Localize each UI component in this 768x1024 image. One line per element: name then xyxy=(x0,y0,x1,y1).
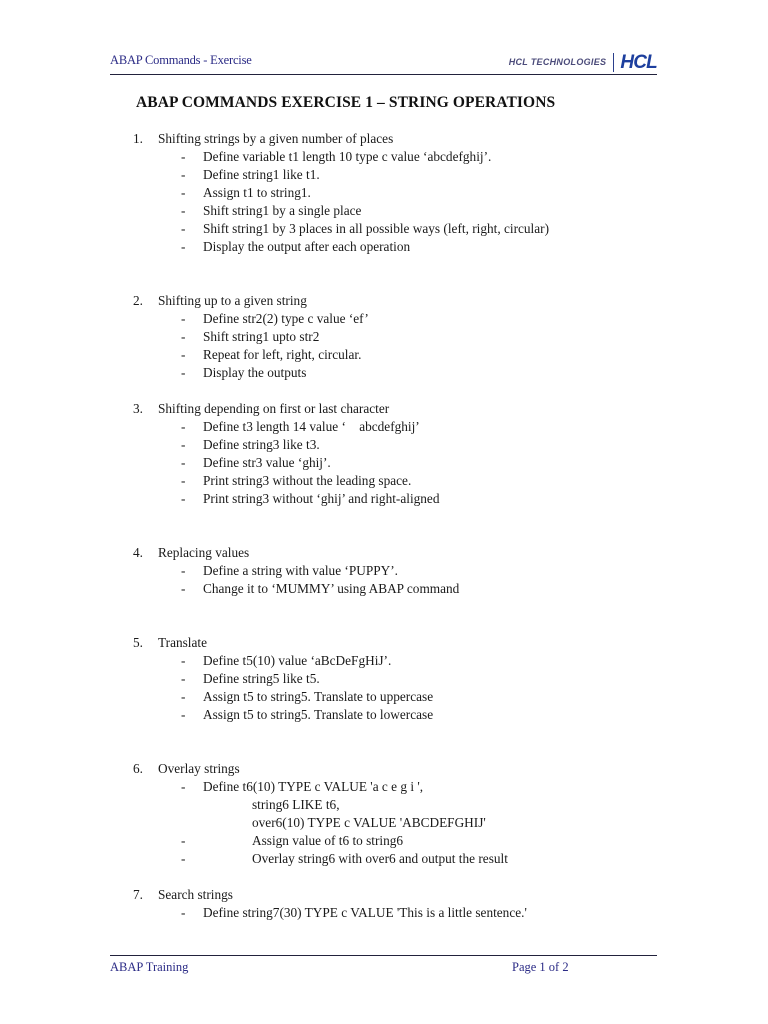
section-title: Translate xyxy=(158,635,207,650)
section-item-text: Print string3 without ‘ghij’ and right-aligned xyxy=(203,491,440,506)
section-heading xyxy=(0,293,768,311)
bullet-dash-icon: - xyxy=(181,221,186,236)
section-item-text: Repeat for left, right, circular. xyxy=(203,347,362,362)
section-item-text: Assign value of t6 to string6 xyxy=(252,833,404,848)
section-item xyxy=(0,473,768,491)
section-spacer xyxy=(0,527,768,545)
hcl-wordmark: HCL xyxy=(620,51,657,73)
section-number: 5. xyxy=(133,635,143,650)
section-item-text: Define string1 like t1. xyxy=(203,167,320,182)
bullet-dash-icon: - xyxy=(181,365,186,380)
exercise-section xyxy=(0,887,768,923)
section-title: Search strings xyxy=(158,887,233,902)
bullet-dash-icon: - xyxy=(181,671,186,686)
section-item xyxy=(0,851,768,869)
section-item-text: Define str2(2) type c value ‘ef’ xyxy=(203,311,369,326)
section-item-text: string6 LIKE t6, xyxy=(252,797,340,812)
section-item-text: Define t3 length 14 value ‘ abcdefghij’ xyxy=(203,419,420,434)
section-number: 4. xyxy=(133,545,143,560)
section-spacer xyxy=(0,869,768,887)
section-item xyxy=(0,905,768,923)
section-item-text: Shift string1 by 3 places in all possible ways (left, right, circular) xyxy=(203,221,550,236)
section-item-text: Define t5(10) value ‘aBcDeFgHiJ’. xyxy=(203,653,392,668)
exercise-list xyxy=(0,131,768,923)
section-item-text: Assign t1 to string1. xyxy=(203,185,311,200)
section-item-text: Overlay string6 with over6 and output the result xyxy=(252,851,508,866)
section-item xyxy=(0,329,768,347)
bullet-dash-icon: - xyxy=(181,419,186,434)
section-item-text: Change it to ‘MUMMY’ using ABAP command xyxy=(203,581,460,596)
bullet-dash-icon: - xyxy=(181,329,186,344)
section-item-text: Shift string1 by a single place xyxy=(203,203,362,218)
header-title: ABAP Commands - Exercise xyxy=(110,53,252,67)
bullet-dash-icon: - xyxy=(181,707,186,722)
exercise-section xyxy=(0,761,768,869)
section-heading xyxy=(0,131,768,149)
bullet-dash-icon: - xyxy=(181,653,186,668)
section-number: 7. xyxy=(133,887,143,902)
section-item-text: Define string3 like t3. xyxy=(203,437,320,452)
footer-divider-rule xyxy=(110,955,657,956)
footer-course-label: ABAP Training xyxy=(110,960,189,974)
section-spacer xyxy=(0,257,768,275)
hcl-tagline: HCL TECHNOLOGIES xyxy=(508,57,607,67)
section-title: Shifting depending on first or last character xyxy=(158,401,390,416)
section-item xyxy=(0,689,768,707)
section-item xyxy=(0,779,768,797)
section-heading xyxy=(0,545,768,563)
bullet-dash-icon: - xyxy=(181,473,186,488)
exercise-section xyxy=(0,401,768,509)
section-item xyxy=(0,221,768,239)
section-number: 2. xyxy=(133,293,143,308)
section-item xyxy=(0,167,768,185)
section-item-text: Assign t5 to string5. Translate to uppercase xyxy=(203,689,434,704)
section-spacer xyxy=(0,725,768,743)
section-item-text: Shift string1 upto str2 xyxy=(203,329,320,344)
exercise-section xyxy=(0,131,768,257)
bullet-dash-icon: - xyxy=(181,833,186,848)
bullet-dash-icon: - xyxy=(181,491,186,506)
section-item xyxy=(0,671,768,689)
section-spacer xyxy=(0,599,768,617)
section-number: 3. xyxy=(133,401,143,416)
section-heading xyxy=(0,887,768,905)
section-item xyxy=(0,365,768,383)
bullet-dash-icon: - xyxy=(181,581,186,596)
bullet-dash-icon: - xyxy=(181,347,186,362)
section-item xyxy=(0,707,768,725)
section-item xyxy=(0,455,768,473)
exercise-section xyxy=(0,635,768,725)
section-item-text: Display the outputs xyxy=(203,365,307,380)
hcl-logo xyxy=(509,52,657,72)
page-header xyxy=(110,52,657,74)
section-heading xyxy=(0,401,768,419)
bullet-dash-icon: - xyxy=(181,437,186,452)
section-title: Replacing values xyxy=(158,545,250,560)
section-item-text: over6(10) TYPE c VALUE 'ABCDEFGHIJ' xyxy=(252,815,486,830)
section-item xyxy=(0,653,768,671)
section-item-text: Define a string with value ‘PUPPY’. xyxy=(203,563,398,578)
section-spacer xyxy=(0,743,768,761)
section-item xyxy=(0,311,768,329)
section-title: Shifting strings by a given number of places xyxy=(158,131,394,146)
section-item-text: Display the output after each operation xyxy=(203,239,411,254)
bullet-dash-icon: - xyxy=(181,239,186,254)
exercise-section xyxy=(0,545,768,599)
bullet-dash-icon: - xyxy=(181,203,186,218)
section-item xyxy=(0,581,768,599)
bullet-dash-icon: - xyxy=(181,779,186,794)
page-footer xyxy=(110,960,657,980)
bullet-dash-icon: - xyxy=(181,311,186,326)
section-item-text: Define variable t1 length 10 type c value ‘abcdefghij’. xyxy=(203,149,492,164)
section-item-text: Define str3 value ‘ghij’. xyxy=(203,455,331,470)
bullet-dash-icon: - xyxy=(181,185,186,200)
section-item-text: Define string5 like t5. xyxy=(203,671,320,686)
bullet-dash-icon: - xyxy=(181,167,186,182)
section-spacer xyxy=(0,617,768,635)
section-item xyxy=(0,563,768,581)
section-heading xyxy=(0,761,768,779)
bullet-dash-icon: - xyxy=(181,563,186,578)
section-item-continuation xyxy=(0,815,768,833)
section-item xyxy=(0,239,768,257)
bullet-dash-icon: - xyxy=(181,905,186,920)
section-item xyxy=(0,185,768,203)
section-title: Overlay strings xyxy=(158,761,240,776)
header-divider-rule xyxy=(110,74,657,75)
section-item xyxy=(0,149,768,167)
section-item xyxy=(0,437,768,455)
section-item xyxy=(0,347,768,365)
section-item-text: Define string7(30) TYPE c VALUE 'This is a little sentence.' xyxy=(203,905,527,920)
section-number: 1. xyxy=(133,131,143,146)
section-title: Shifting up to a given string xyxy=(158,293,307,308)
footer-page-number: Page 1 of 2 xyxy=(512,960,569,974)
section-item-text: Define t6(10) TYPE c VALUE 'a c e g i ', xyxy=(203,779,424,794)
section-heading xyxy=(0,635,768,653)
section-item xyxy=(0,419,768,437)
section-spacer xyxy=(0,509,768,527)
section-item xyxy=(0,833,768,851)
section-item-text: Assign t5 to string5. Translate to lowercase xyxy=(203,707,434,722)
section-item-text: Print string3 without the leading space. xyxy=(203,473,412,488)
bullet-dash-icon: - xyxy=(181,851,186,866)
section-spacer xyxy=(0,383,768,401)
page-title: ABAP COMMANDS EXERCISE 1 – STRING OPERATIONS xyxy=(136,94,556,111)
section-item xyxy=(0,203,768,221)
exercise-section xyxy=(0,293,768,383)
bullet-dash-icon: - xyxy=(181,455,186,470)
section-item xyxy=(0,491,768,509)
bullet-dash-icon: - xyxy=(181,149,186,164)
section-number: 6. xyxy=(133,761,143,776)
section-spacer xyxy=(0,275,768,293)
section-item-continuation xyxy=(0,797,768,815)
bullet-dash-icon: - xyxy=(181,689,186,704)
